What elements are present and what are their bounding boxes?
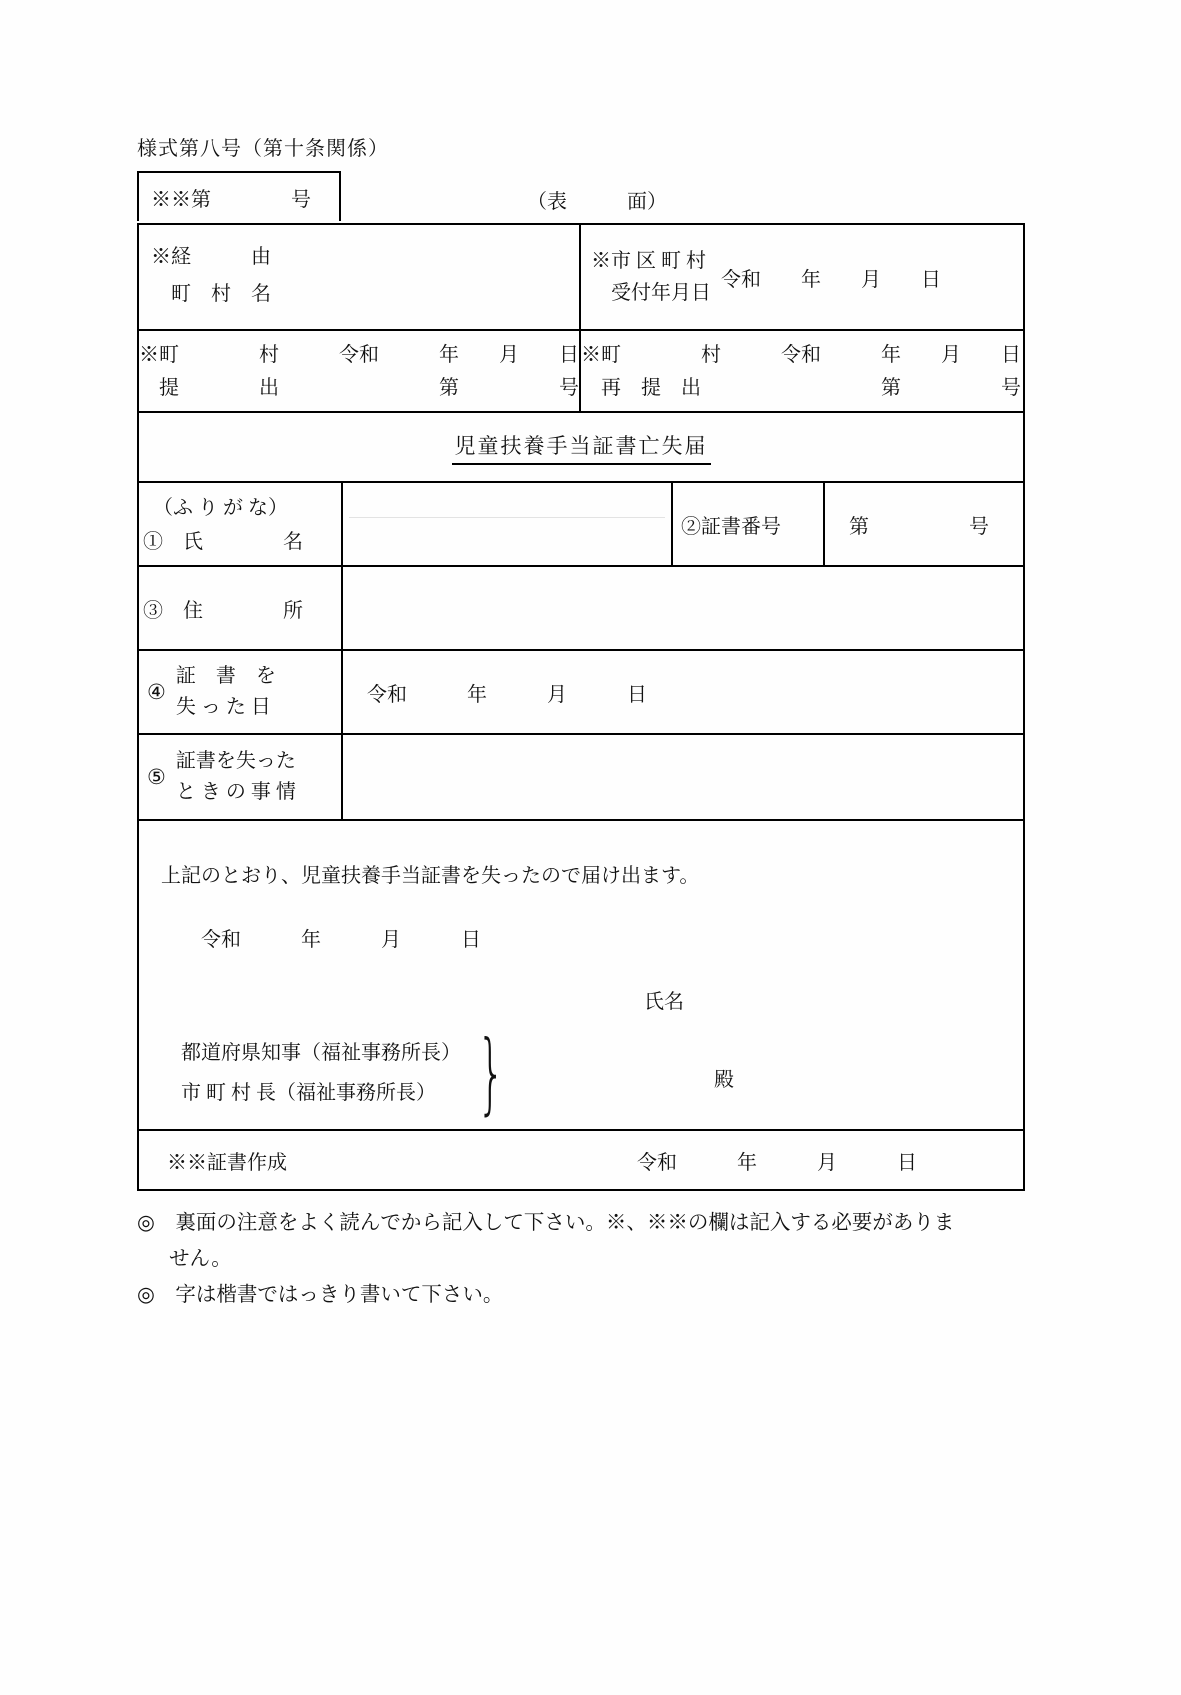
circumstances-label: [176, 746, 296, 808]
cell-circumstances-value: [343, 735, 1023, 819]
recipient-prefectural-governor: 都道府県知事（福祉事務所長）: [181, 1042, 461, 1064]
route-label-line1: ※経 由: [151, 246, 271, 268]
row-submission: [139, 329, 1023, 411]
receipt-label-line2: 受付年月日: [591, 282, 711, 304]
serial-number-box: [137, 171, 341, 221]
submission-line2: 提 出 第 号: [139, 377, 579, 399]
cell-receipt-date: [581, 225, 1023, 329]
address-label: ③ 住 所: [143, 599, 303, 622]
circumstances-label-line2: と き の 事 情: [175, 781, 296, 803]
certificate-number-label: ②証書番号: [681, 515, 781, 538]
item5-number: ⑤: [147, 764, 166, 789]
cell-circumstances-label: [139, 735, 343, 819]
honorific-label: 殿: [714, 1069, 734, 1091]
receipt-label: [581, 245, 711, 309]
cell-name-value: [343, 483, 673, 565]
name-label: ① 氏 名: [143, 531, 303, 553]
furigana-label: （ふ り が な）: [143, 497, 288, 519]
cell-address-label: [139, 567, 343, 649]
declaration-date-blanks: 令和 年 月 日: [201, 929, 481, 951]
note-1-line-2: せん。: [169, 1248, 232, 1270]
circumstances-label-line1: 証書を失った: [175, 750, 296, 772]
cell-lost-date-value: [343, 651, 1023, 733]
note-2: ◎ 字は楷書ではっきり書いて下さい。: [137, 1284, 504, 1306]
serial-number-label: ※※第 号: [151, 188, 311, 211]
cell-certificate-number-label: [673, 483, 825, 565]
face-side-label: （表 面）: [527, 191, 667, 213]
item4-number: ④: [147, 679, 166, 704]
cell-town-submission: [139, 331, 581, 411]
row-date-certificate-lost: [139, 649, 1023, 733]
cell-name-label: [139, 483, 343, 565]
certificate-creation-label: ※※証書作成: [167, 1151, 287, 1174]
submission-line1: ※町 村 令和 年 月 日: [139, 344, 579, 366]
lost-date-label-line2: 失 っ た 日: [175, 696, 271, 718]
cell-address-value: [343, 567, 1023, 649]
resubmission-line2: 再 提 出 第 号: [581, 377, 1021, 399]
row-form-title: [139, 411, 1023, 481]
form-code-label: 様式第八号（第十条関係）: [137, 138, 389, 160]
footer-notes: [137, 1205, 1067, 1313]
lost-date-label-line1: 証 書 を: [175, 665, 276, 687]
recipient-municipal-mayor: 市 町 村 長（福祉事務所長）: [181, 1082, 436, 1104]
row-route-and-receipt: [139, 225, 1023, 329]
row-declaration: [139, 819, 1023, 1129]
form-title: 児童扶養手当証書亡失届: [452, 430, 711, 465]
row-address: [139, 565, 1023, 649]
lost-date-label: [176, 661, 276, 723]
declaration-text: 上記のとおり、児童扶養手当証書を失ったので届け出ます。: [161, 865, 700, 887]
cell-certificate-number-value: [825, 483, 1023, 565]
route-label-line2: 町 村 名: [151, 283, 271, 305]
cell-town-resubmission: [581, 331, 1023, 411]
resubmission-line1: ※町 村 令和 年 月 日: [581, 344, 1021, 366]
brace-glyph: }: [477, 1021, 505, 1124]
serial-row: [137, 171, 1025, 223]
row-circumstances: [139, 733, 1023, 819]
recipient-block: [181, 1021, 519, 1124]
declarant-name-label: 氏名: [644, 991, 684, 1013]
cell-route-town-name: [139, 225, 581, 329]
receipt-date-blanks: 令和 年 月 日: [721, 268, 941, 291]
certificate-number-blanks: 第 号: [849, 515, 989, 538]
furigana-rule: [349, 517, 665, 518]
note-1-line-1: ◎ 裏面の注意をよく読んでから記入して下さい。※、※※の欄は記入する必要がありま: [137, 1212, 955, 1234]
form-content: [137, 132, 1025, 1313]
form-table: [137, 223, 1025, 1191]
certificate-creation-date-blanks: 令和 年 月 日: [637, 1151, 917, 1174]
receipt-label-line1: ※市 区 町 村: [591, 250, 706, 272]
recipient-lines: [181, 1033, 461, 1113]
cell-lost-date-label: [139, 651, 343, 733]
lost-date-blanks: 令和 年 月 日: [367, 683, 647, 706]
row-name-and-certificate-number: [139, 481, 1023, 565]
row-certificate-creation: [139, 1129, 1023, 1189]
